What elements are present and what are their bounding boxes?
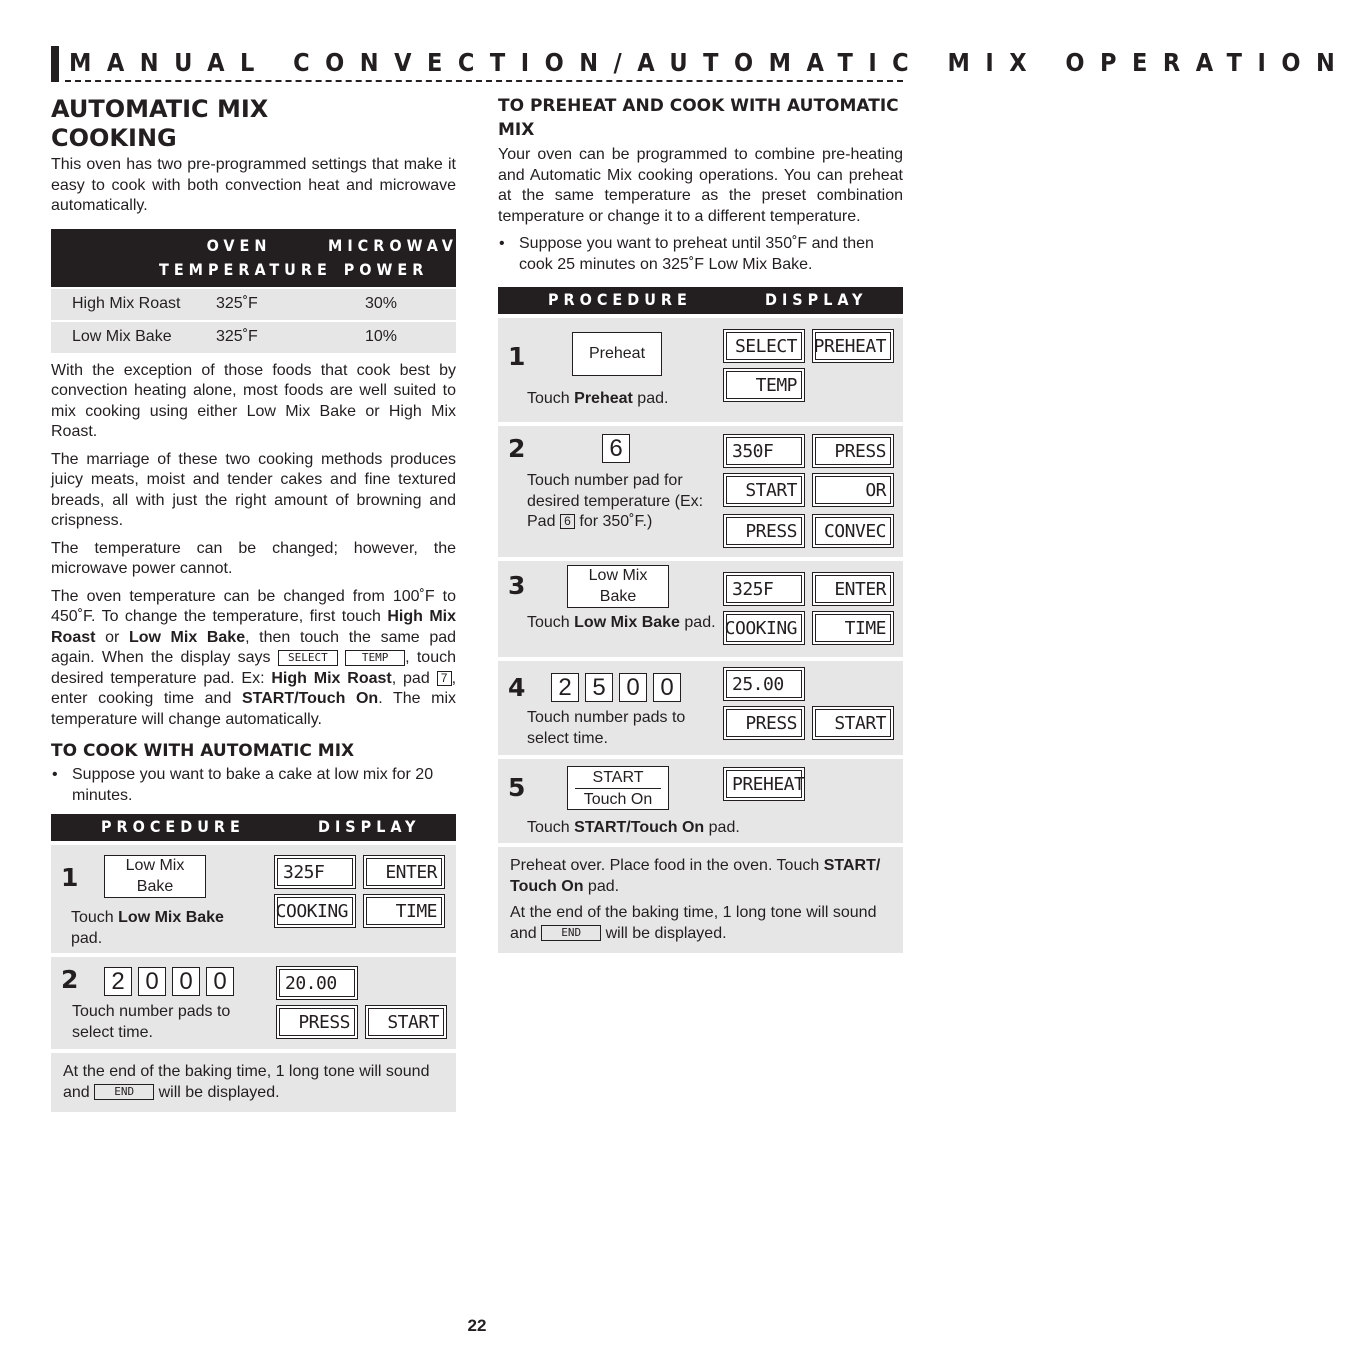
preheat-note (498, 847, 903, 953)
procedure-label: PROCEDURE (101, 817, 245, 836)
display-label: DISPLAY (318, 817, 421, 836)
paragraph-temp-change: The temperature can be changed; however, the microwave power cannot. (51, 539, 456, 577)
lcd-display: START (365, 1005, 447, 1039)
right-column (498, 95, 903, 953)
pad-label-bottom: Touch On (583, 790, 653, 808)
text: , touch desired temperature pad. Ex: (51, 649, 457, 687)
digit-pad: 0 (172, 967, 200, 996)
lcd-display: COOKING (274, 894, 356, 928)
lcd-display: TEMP (723, 368, 805, 402)
end-note (51, 1053, 456, 1112)
col-mw-power-l1: MICROWAVE (328, 235, 473, 255)
text-bold: START/Touch On (241, 690, 379, 707)
lcd-display: SELECT (723, 329, 805, 363)
text: Touch (527, 819, 575, 836)
lcd-display: PRESS (276, 1005, 358, 1039)
lcd-display: 325F (274, 855, 356, 889)
text-bold: START/Touch On (574, 819, 705, 836)
step-2 (498, 426, 903, 557)
digit-pad: 0 (653, 673, 681, 702)
step-5 (498, 759, 903, 843)
lcd-display: PREHEAT (723, 767, 805, 801)
paragraph-temp-range (51, 587, 456, 731)
list-item: • Suppose you want to preheat until 350˚F and then cook 25 minutes on 325˚F Low Mix Bake. (498, 234, 903, 275)
text-bold: Preheat (574, 390, 633, 407)
table-header (51, 229, 473, 287)
step-1 (498, 318, 903, 422)
col-mw-power-l2: POWER (343, 259, 429, 279)
display-label: DISPLAY (765, 290, 868, 309)
lcd-display: ENTER (363, 855, 445, 889)
text: The oven temperature can be changed from 100˚F to 450˚F. To change the temperature, first touch (51, 587, 456, 625)
digit-pad: 0 (206, 967, 234, 996)
text-bold: High Mix Roast (51, 608, 456, 646)
text: Touch (527, 390, 575, 407)
step-3 (498, 561, 903, 657)
low-mix-bake-pad: Low Mix Bake (104, 855, 206, 898)
step-number: 2 (508, 434, 526, 463)
text: At the end of the baking time, 1 long tone will sound and (63, 1063, 430, 1101)
text: will be displayed. (154, 1083, 280, 1101)
text: will be displayed. (601, 924, 727, 942)
row-temp: 325˚F (216, 294, 258, 312)
section-title-automatic-mix (51, 95, 456, 153)
digit-pad: 6 (602, 434, 630, 463)
title-line-2: COOKING (51, 124, 177, 152)
procedure-label: PROCEDURE (548, 290, 692, 309)
pad-divider (575, 788, 661, 789)
row-name: High Mix Roast (72, 294, 181, 312)
lcd-display: PREHEAT (812, 329, 894, 363)
text-bold: Low Mix Bake (574, 614, 680, 631)
bullet-list (51, 765, 456, 806)
text: , enter cooking time and (51, 669, 457, 707)
lcd-display: 325F (723, 572, 805, 606)
step-instruction: Touch number pads to select time. (527, 709, 686, 747)
text-bold: START/ Touch On (510, 857, 881, 895)
lcd-display: START (812, 706, 894, 740)
section-title-preheat-cook: TO PREHEAT AND COOK WITH AUTOMATIC MIX (498, 96, 899, 140)
bullet-list (498, 234, 903, 275)
table-row (51, 322, 456, 353)
intro-paragraph: This oven has two pre-programmed settings that make it easy to cook with both convection heat and microwave automatically. (51, 156, 456, 214)
digit-pad: 2 (551, 673, 579, 702)
step-number: 1 (508, 342, 526, 371)
lcd-display: PRESS (723, 706, 805, 740)
text-bold: High Mix Roast (271, 669, 392, 687)
step-number: 1 (61, 863, 79, 892)
title-line-1: AUTOMATIC MIX (51, 95, 269, 123)
list-item: • Suppose you want to bake a cake at low mix for 20 minutes. (51, 765, 456, 806)
text: pad. (583, 877, 620, 895)
pad-label-top: START (592, 768, 644, 786)
step-4 (498, 661, 903, 755)
col-oven-temp-l1: OVEN (206, 235, 272, 255)
step-instruction (527, 818, 807, 839)
text: for 350˚F.) (574, 513, 653, 530)
note-end (510, 903, 891, 944)
lcd-display: 350F (723, 434, 805, 468)
header-dashed-rule (65, 80, 903, 82)
text-bold: Low Mix Bake (118, 909, 224, 926)
text: Touch (71, 909, 119, 926)
lcd-display: CONVEC (812, 514, 894, 548)
inline-key-7: 7 (437, 671, 452, 686)
digit-pad: 5 (585, 673, 613, 702)
step-number: 2 (61, 965, 79, 994)
step-number: 4 (508, 673, 526, 702)
start-touch-on-pad (567, 766, 669, 810)
text: , then touch the same pad again. When the display says (51, 628, 457, 666)
mix-settings-table (51, 229, 473, 353)
step-instruction: Touch number pads to select time. (72, 1003, 231, 1041)
digit-pad: 0 (619, 673, 647, 702)
step-instruction (527, 471, 717, 533)
lcd-display: TIME (363, 894, 445, 928)
header-title: MANUAL CONVECTION/AUTOMATIC MIX OPERATION (69, 48, 1350, 77)
lcd-display: PRESS (723, 514, 805, 548)
paragraph-mix-cooking: With the exception of those foods that cook best by convection heating alone, most foods are well suited to mix cooking using either Low Mix Bake or High Mix Roast. (51, 361, 456, 440)
digit-pad: 2 (104, 967, 132, 996)
text: Touch number pad for desired temperature (Ex: Pad (527, 472, 704, 530)
text: pad. (704, 819, 740, 836)
text: or (95, 628, 129, 646)
inline-lcd-end: END (94, 1084, 154, 1100)
low-mix-bake-pad: Low Mix Bake (567, 565, 669, 608)
inline-lcd-temp: TEMP (345, 650, 405, 666)
inline-key-6: 6 (560, 514, 575, 529)
row-power: 30% (365, 294, 398, 312)
left-column (51, 95, 473, 1112)
page-header (51, 46, 1350, 82)
text: . The mix temperature will change automatically. (51, 690, 457, 728)
step-number: 3 (508, 571, 526, 600)
text: Touch (527, 614, 575, 631)
section-title-cook-automatic-mix: TO COOK WITH AUTOMATIC MIX (51, 741, 355, 761)
paragraph-marriage: The marriage of these two cooking methods produces juicy meats, moist and tender cakes and fine textured breads, all with just the right amount of browning and crispness. (51, 450, 456, 529)
digit-pad: 0 (138, 967, 166, 996)
step-2 (51, 957, 456, 1049)
lcd-display: COOKING (723, 611, 805, 645)
lcd-display: 25.00 (723, 667, 805, 701)
step-instruction (71, 908, 231, 949)
lcd-display: ENTER (812, 572, 894, 606)
intro-paragraph: Your oven can be programmed to combine pre-heating and Automatic Mix cooking operations. You can preheat at the same temperature as the preset combination temperature or change it to a different temperature. (498, 146, 903, 225)
text: , pad (391, 669, 437, 687)
procedure-header (51, 814, 456, 841)
text: At the end of the baking time, 1 long tone will sound and (510, 904, 877, 942)
text: pad. (679, 614, 716, 631)
row-temp: 325˚F (216, 327, 258, 345)
lcd-display: TIME (812, 611, 894, 645)
table-row (51, 289, 456, 320)
procedure-header (498, 287, 903, 314)
row-power: 10% (365, 327, 398, 345)
inline-lcd-end: END (541, 925, 601, 941)
step-1 (51, 845, 456, 953)
text: Preheat over. Place food in the oven. Touch (510, 857, 824, 874)
lcd-display: OR (812, 473, 894, 507)
text: pad. (632, 390, 669, 407)
col-oven-temp-l2: TEMPERATURE (159, 259, 332, 279)
inline-lcd-select: SELECT (278, 650, 338, 666)
preheat-pad: Preheat (572, 332, 662, 376)
step-instruction (527, 389, 707, 410)
lcd-display: 20.00 (276, 966, 358, 1000)
lcd-display: PRESS (812, 434, 894, 468)
lcd-display: START (723, 473, 805, 507)
text-bold: Low Mix Bake (128, 628, 246, 646)
page-number: 22 (467, 1316, 487, 1335)
step-instruction (527, 613, 717, 634)
step-number: 5 (508, 773, 526, 802)
row-name: Low Mix Bake (72, 327, 172, 345)
text: pad. (71, 929, 103, 947)
note-preheat-over (510, 856, 891, 897)
header-bar (51, 46, 59, 82)
